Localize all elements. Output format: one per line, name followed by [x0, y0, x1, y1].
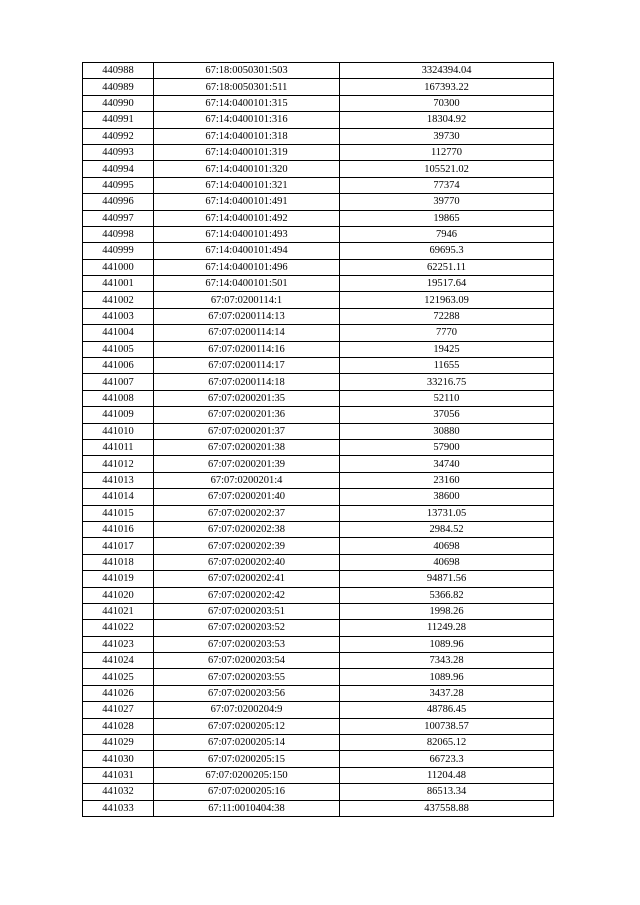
value-cell: 100738.57 — [340, 718, 554, 734]
table-row — [83, 390, 554, 406]
cadastral-number-cell: 67:07:0200114:17 — [154, 358, 340, 374]
row-number-cell: 440990 — [83, 95, 154, 111]
row-number-cell: 441001 — [83, 276, 154, 292]
value-cell: 57900 — [340, 439, 554, 455]
table-row — [83, 620, 554, 636]
cadastral-number-cell: 67:07:0200201:40 — [154, 489, 340, 505]
row-number-cell: 441030 — [83, 751, 154, 767]
row-number-cell: 440994 — [83, 161, 154, 177]
table-row — [83, 669, 554, 685]
row-number-cell: 441018 — [83, 554, 154, 570]
value-cell: 19517.64 — [340, 276, 554, 292]
table-row — [83, 456, 554, 472]
row-number-cell: 440999 — [83, 243, 154, 259]
cadastral-number-cell: 67:07:0200203:51 — [154, 603, 340, 619]
cadastral-number-cell: 67:07:0200205:12 — [154, 718, 340, 734]
row-number-cell: 441019 — [83, 571, 154, 587]
cadastral-number-cell: 67:07:0200205:16 — [154, 784, 340, 800]
row-number-cell: 441026 — [83, 685, 154, 701]
row-number-cell: 441022 — [83, 620, 154, 636]
cadastral-number-cell: 67:14:0400101:319 — [154, 144, 340, 160]
cadastral-number-cell: 67:07:0200205:14 — [154, 735, 340, 751]
cadastral-number-cell: 67:07:0200202:42 — [154, 587, 340, 603]
row-number-cell: 441005 — [83, 341, 154, 357]
table-row — [83, 603, 554, 619]
table-row — [83, 308, 554, 324]
value-cell: 38600 — [340, 489, 554, 505]
table-row — [83, 554, 554, 570]
value-cell: 34740 — [340, 456, 554, 472]
value-cell: 11204.48 — [340, 767, 554, 783]
cadastral-number-cell: 67:11:0010404:38 — [154, 800, 340, 816]
row-number-cell: 441008 — [83, 390, 154, 406]
cadastral-number-cell: 67:07:0200114:13 — [154, 308, 340, 324]
value-cell: 62251.11 — [340, 259, 554, 275]
table-row — [83, 800, 554, 816]
value-cell: 105521.02 — [340, 161, 554, 177]
row-number-cell: 441028 — [83, 718, 154, 734]
cadastral-number-cell: 67:14:0400101:320 — [154, 161, 340, 177]
row-number-cell: 440996 — [83, 194, 154, 210]
cadastral-number-cell: 67:07:0200114:16 — [154, 341, 340, 357]
cadastral-number-cell: 67:07:0200202:40 — [154, 554, 340, 570]
table-row — [83, 292, 554, 308]
table-row — [83, 177, 554, 193]
value-cell: 94871.56 — [340, 571, 554, 587]
value-cell: 23160 — [340, 472, 554, 488]
value-cell: 1089.96 — [340, 636, 554, 652]
value-cell: 48786.45 — [340, 702, 554, 718]
table-body — [83, 63, 554, 817]
row-number-cell: 440991 — [83, 112, 154, 128]
table-row — [83, 505, 554, 521]
table-row — [83, 243, 554, 259]
row-number-cell: 440992 — [83, 128, 154, 144]
value-cell: 437558.88 — [340, 800, 554, 816]
value-cell: 1998.26 — [340, 603, 554, 619]
table-row — [83, 341, 554, 357]
value-cell: 13731.05 — [340, 505, 554, 521]
value-cell: 121963.09 — [340, 292, 554, 308]
value-cell: 82065.12 — [340, 735, 554, 751]
table-row — [83, 767, 554, 783]
cadastral-number-cell: 67:14:0400101:496 — [154, 259, 340, 275]
cadastral-number-cell: 67:14:0400101:316 — [154, 112, 340, 128]
cadastral-number-cell: 67:14:0400101:315 — [154, 95, 340, 111]
cadastral-number-cell: 67:18:0050301:511 — [154, 79, 340, 95]
row-number-cell: 441000 — [83, 259, 154, 275]
table-row — [83, 95, 554, 111]
cadastral-number-cell: 67:07:0200201:36 — [154, 407, 340, 423]
row-number-cell: 441033 — [83, 800, 154, 816]
value-cell: 7343.28 — [340, 653, 554, 669]
row-number-cell: 441015 — [83, 505, 154, 521]
table-row — [83, 358, 554, 374]
value-cell: 70300 — [340, 95, 554, 111]
value-cell: 3324394.04 — [340, 63, 554, 79]
row-number-cell: 441024 — [83, 653, 154, 669]
table-row — [83, 325, 554, 341]
cadastral-number-cell: 67:07:0200203:53 — [154, 636, 340, 652]
table-row — [83, 472, 554, 488]
cadastral-number-cell: 67:18:0050301:503 — [154, 63, 340, 79]
table-row — [83, 735, 554, 751]
row-number-cell: 441032 — [83, 784, 154, 800]
row-number-cell: 441003 — [83, 308, 154, 324]
row-number-cell: 441002 — [83, 292, 154, 308]
cadastral-number-cell: 67:14:0400101:494 — [154, 243, 340, 259]
cadastral-number-cell: 67:07:0200203:56 — [154, 685, 340, 701]
cadastral-number-cell: 67:07:0200202:38 — [154, 521, 340, 537]
value-cell: 40698 — [340, 554, 554, 570]
value-cell: 11655 — [340, 358, 554, 374]
row-number-cell: 441010 — [83, 423, 154, 439]
value-cell: 167393.22 — [340, 79, 554, 95]
value-cell: 33216.75 — [340, 374, 554, 390]
value-cell: 40698 — [340, 538, 554, 554]
row-number-cell: 441029 — [83, 735, 154, 751]
cadastral-number-cell: 67:07:0200202:37 — [154, 505, 340, 521]
row-number-cell: 441012 — [83, 456, 154, 472]
cadastral-value-table — [82, 62, 554, 817]
value-cell: 66723.3 — [340, 751, 554, 767]
table-row — [83, 571, 554, 587]
table-row — [83, 63, 554, 79]
row-number-cell: 440997 — [83, 210, 154, 226]
table-row — [83, 79, 554, 95]
table-row — [83, 718, 554, 734]
cadastral-number-cell: 67:07:0200114:1 — [154, 292, 340, 308]
cadastral-number-cell: 67:07:0200202:39 — [154, 538, 340, 554]
value-cell: 11249.28 — [340, 620, 554, 636]
row-number-cell: 441007 — [83, 374, 154, 390]
table-row — [83, 751, 554, 767]
value-cell: 52110 — [340, 390, 554, 406]
table-row — [83, 784, 554, 800]
row-number-cell: 441027 — [83, 702, 154, 718]
cadastral-number-cell: 67:07:0200203:55 — [154, 669, 340, 685]
row-number-cell: 440993 — [83, 144, 154, 160]
value-cell: 7946 — [340, 226, 554, 242]
row-number-cell: 441011 — [83, 439, 154, 455]
row-number-cell: 441023 — [83, 636, 154, 652]
cadastral-number-cell: 67:07:0200203:54 — [154, 653, 340, 669]
value-cell: 39770 — [340, 194, 554, 210]
cadastral-number-cell: 67:14:0400101:321 — [154, 177, 340, 193]
cadastral-number-cell: 67:14:0400101:318 — [154, 128, 340, 144]
cadastral-number-cell: 67:07:0200205:150 — [154, 767, 340, 783]
row-number-cell: 441017 — [83, 538, 154, 554]
row-number-cell: 441021 — [83, 603, 154, 619]
table-row — [83, 276, 554, 292]
table-row — [83, 521, 554, 537]
cadastral-number-cell: 67:14:0400101:501 — [154, 276, 340, 292]
row-number-cell: 441004 — [83, 325, 154, 341]
row-number-cell: 440988 — [83, 63, 154, 79]
value-cell: 112770 — [340, 144, 554, 160]
table-row — [83, 653, 554, 669]
table-row — [83, 587, 554, 603]
row-number-cell: 441016 — [83, 521, 154, 537]
cadastral-number-cell: 67:07:0200204:9 — [154, 702, 340, 718]
row-number-cell: 441031 — [83, 767, 154, 783]
value-cell: 1089.96 — [340, 669, 554, 685]
cadastral-number-cell: 67:07:0200203:52 — [154, 620, 340, 636]
value-cell: 5366.82 — [340, 587, 554, 603]
cadastral-number-cell: 67:07:0200114:18 — [154, 374, 340, 390]
value-cell: 2984.52 — [340, 521, 554, 537]
table-row — [83, 144, 554, 160]
row-number-cell: 440995 — [83, 177, 154, 193]
cadastral-number-cell: 67:07:0200201:39 — [154, 456, 340, 472]
value-cell: 3437.28 — [340, 685, 554, 701]
cadastral-number-cell: 67:07:0200201:37 — [154, 423, 340, 439]
cadastral-number-cell: 67:07:0200202:41 — [154, 571, 340, 587]
cadastral-number-cell: 67:14:0400101:492 — [154, 210, 340, 226]
row-number-cell: 440998 — [83, 226, 154, 242]
value-cell: 7770 — [340, 325, 554, 341]
table-row — [83, 226, 554, 242]
value-cell: 19425 — [340, 341, 554, 357]
table-row — [83, 636, 554, 652]
value-cell: 77374 — [340, 177, 554, 193]
row-number-cell: 441006 — [83, 358, 154, 374]
value-cell: 19865 — [340, 210, 554, 226]
value-cell: 30880 — [340, 423, 554, 439]
table-row — [83, 407, 554, 423]
table-row — [83, 685, 554, 701]
value-cell: 69695.3 — [340, 243, 554, 259]
table-row — [83, 489, 554, 505]
table-row — [83, 128, 554, 144]
row-number-cell: 441014 — [83, 489, 154, 505]
table-row — [83, 439, 554, 455]
table-row — [83, 702, 554, 718]
table-row — [83, 112, 554, 128]
value-cell: 18304.92 — [340, 112, 554, 128]
table-row — [83, 210, 554, 226]
table-row — [83, 161, 554, 177]
cadastral-number-cell: 67:07:0200201:4 — [154, 472, 340, 488]
table-row — [83, 374, 554, 390]
value-cell: 39730 — [340, 128, 554, 144]
row-number-cell: 441025 — [83, 669, 154, 685]
cadastral-number-cell: 67:14:0400101:491 — [154, 194, 340, 210]
cadastral-number-cell: 67:07:0200114:14 — [154, 325, 340, 341]
table-row — [83, 423, 554, 439]
cadastral-number-cell: 67:07:0200201:38 — [154, 439, 340, 455]
value-cell: 72288 — [340, 308, 554, 324]
value-cell: 86513.34 — [340, 784, 554, 800]
row-number-cell: 441009 — [83, 407, 154, 423]
cadastral-number-cell: 67:07:0200205:15 — [154, 751, 340, 767]
row-number-cell: 441013 — [83, 472, 154, 488]
table-row — [83, 538, 554, 554]
row-number-cell: 440989 — [83, 79, 154, 95]
cadastral-number-cell: 67:07:0200201:35 — [154, 390, 340, 406]
row-number-cell: 441020 — [83, 587, 154, 603]
table-row — [83, 259, 554, 275]
cadastral-number-cell: 67:14:0400101:493 — [154, 226, 340, 242]
table-row — [83, 194, 554, 210]
value-cell: 37056 — [340, 407, 554, 423]
